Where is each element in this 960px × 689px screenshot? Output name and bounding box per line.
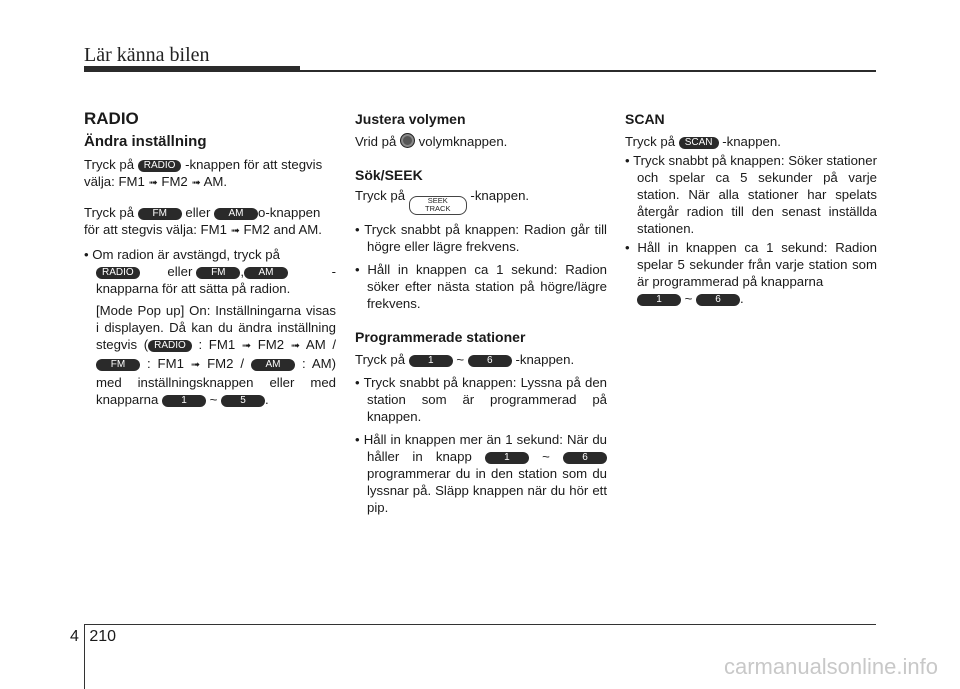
watermark: carmanualsonline.info — [723, 654, 938, 679]
section-title-presets: Programmerade stationer — [355, 328, 526, 345]
section-title-scan: SCAN — [625, 111, 665, 127]
subsection-title-change-setting: Ändra inställning — [84, 133, 207, 150]
bullet-presets-long: • Håll in knappen mer än 1 sekund: När du håller in knapp 1 ~ 6 programmerar du in den station som du lyssnar på. Släpp knappen när du hör ett pip. — [355, 431, 607, 515]
preset-6-button-icon: 6 — [468, 355, 512, 367]
preset-1-button-icon: 1 — [485, 452, 529, 464]
bullet-scan-long: • Håll in knappen ca 1 sekund: Radion spelar 5 sekunder från varje station som är programmerad på knapparna 1 ~ 6 . — [625, 240, 877, 306]
header-rule-thick — [84, 66, 300, 72]
paragraph-fm-am-buttons: Tryck på FM eller AM o-knappen för att stegvis välja: FM1 ➟ FM2 and AM. — [84, 205, 322, 237]
am-button-icon: AM — [251, 359, 295, 371]
preset-1-button-icon: 1 — [409, 355, 453, 367]
paragraph-presets: Tryck på 1 ~ 6 -knappen. — [355, 351, 575, 367]
seek-track-button-icon: SEEK TRACK — [409, 196, 467, 215]
radio-button-icon: RADIO — [148, 340, 192, 352]
bullet-radio-off: • Om radion är avstängd, tryck på RADIO eller FM , AM - knapparna för att sätta på radion. — [84, 247, 336, 296]
preset-1-button-icon: 1 — [162, 395, 206, 407]
fm-button-icon: FM — [96, 359, 140, 371]
radio-button-icon: RADIO — [138, 160, 182, 172]
bullet-seek-long: • Håll in knappen ca 1 sekund: Radion söker efter nästa station på högre/lägre frekvens. — [355, 261, 607, 311]
page-number — [70, 628, 116, 646]
scan-button-icon: SCAN — [679, 137, 719, 149]
column-scan — [625, 110, 877, 307]
page-number-value: 210 — [89, 628, 117, 645]
chapter-number: 4 — [70, 628, 79, 645]
paragraph-radio-button: Tryck på RADIO -knappen för att stegvis välja: FM1 ➟ FM2 ➟ AM. — [84, 157, 323, 189]
fm-button-icon: FM — [196, 267, 240, 279]
paragraph-volume: Vrid på volymknappen. — [355, 134, 508, 149]
page-header-title: Lär känna bilen — [84, 44, 210, 66]
am-button-icon: AM — [244, 267, 288, 279]
preset-1-button-icon: 1 — [637, 294, 681, 306]
column-volume-seek — [355, 110, 607, 516]
bullet-presets-short: • Tryck snabbt på knappen: Lyssna på den station som är programmerad på knappen. — [355, 374, 607, 424]
paragraph-seek: Tryck på SEEK TRACK -knappen. — [355, 188, 530, 213]
preset-6-button-icon: 6 — [563, 452, 607, 464]
header-rule-thin — [300, 70, 876, 72]
footer-rule — [84, 624, 876, 625]
volume-knob-icon — [400, 133, 415, 148]
fm-button-icon: FM — [138, 208, 182, 220]
bullet-seek-short: • Tryck snabbt på knappen: Radion går till högre eller lägre frekvens. — [355, 221, 607, 254]
section-title-radio: RADIO — [84, 109, 139, 128]
paragraph-scan: Tryck på SCAN -knappen. — [625, 134, 781, 149]
preset-5-button-icon: 5 — [221, 395, 265, 407]
bullet-scan-short: • Tryck snabbt på knappen: Söker stationer och spelar ca 5 sekunder på varje station. När alla stationer har spelats återgår radion till den senast inställda stationen. — [625, 153, 877, 236]
section-title-seek: Sök/SEEK — [355, 167, 423, 183]
section-title-volume: Justera volymen — [355, 111, 466, 127]
column-radio — [84, 108, 336, 408]
radio-button-icon: RADIO — [96, 267, 140, 279]
paragraph-mode-popup: [Mode Pop up] On: Inställningarna visas i displayen. Då kan du ändra inställning stegvis ( RADIO : FM1 ➟ FM2 ➟ AM / FM : FM1 ➟ FM2 / AM : AM) med inställningsknappen eller med knapparna 1 ~ 5 . — [96, 303, 337, 407]
am-button-icon: AM — [214, 208, 258, 220]
preset-6-button-icon: 6 — [696, 294, 740, 306]
